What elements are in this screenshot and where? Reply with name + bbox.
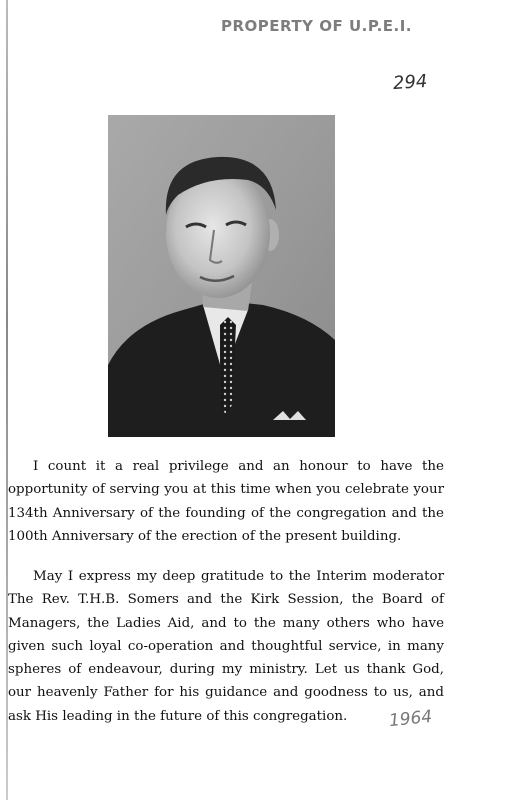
body-paragraph-2: May I express my deep gratitude to the Interim moderator The Rev. T.H.B. Somers and the Kirk Session, the Board of Managers, the Ladies Aid, and to the many others who have given such loyal co-operation and thoughtful service, in many spheres of endeavour, during my ministry. Let us thank God, our heavenly Father for his guidance and goodness to us, and ask His leading in the future of this congregation. xyxy=(8,569,444,724)
handwritten-page-number: 294 xyxy=(392,70,429,95)
body-paragraph-1: I count it a real privilege and an honour to have the opportunity of serving you at this time when you celebrate your 134th Anniversary of the founding of the congregation and the 100th Anniversary of the erection of the present building. xyxy=(8,459,444,544)
portrait-photo xyxy=(108,115,335,437)
property-stamp: PROPERTY OF U.P.E.I. xyxy=(221,17,412,35)
handwritten-year: 1964 xyxy=(388,706,434,732)
